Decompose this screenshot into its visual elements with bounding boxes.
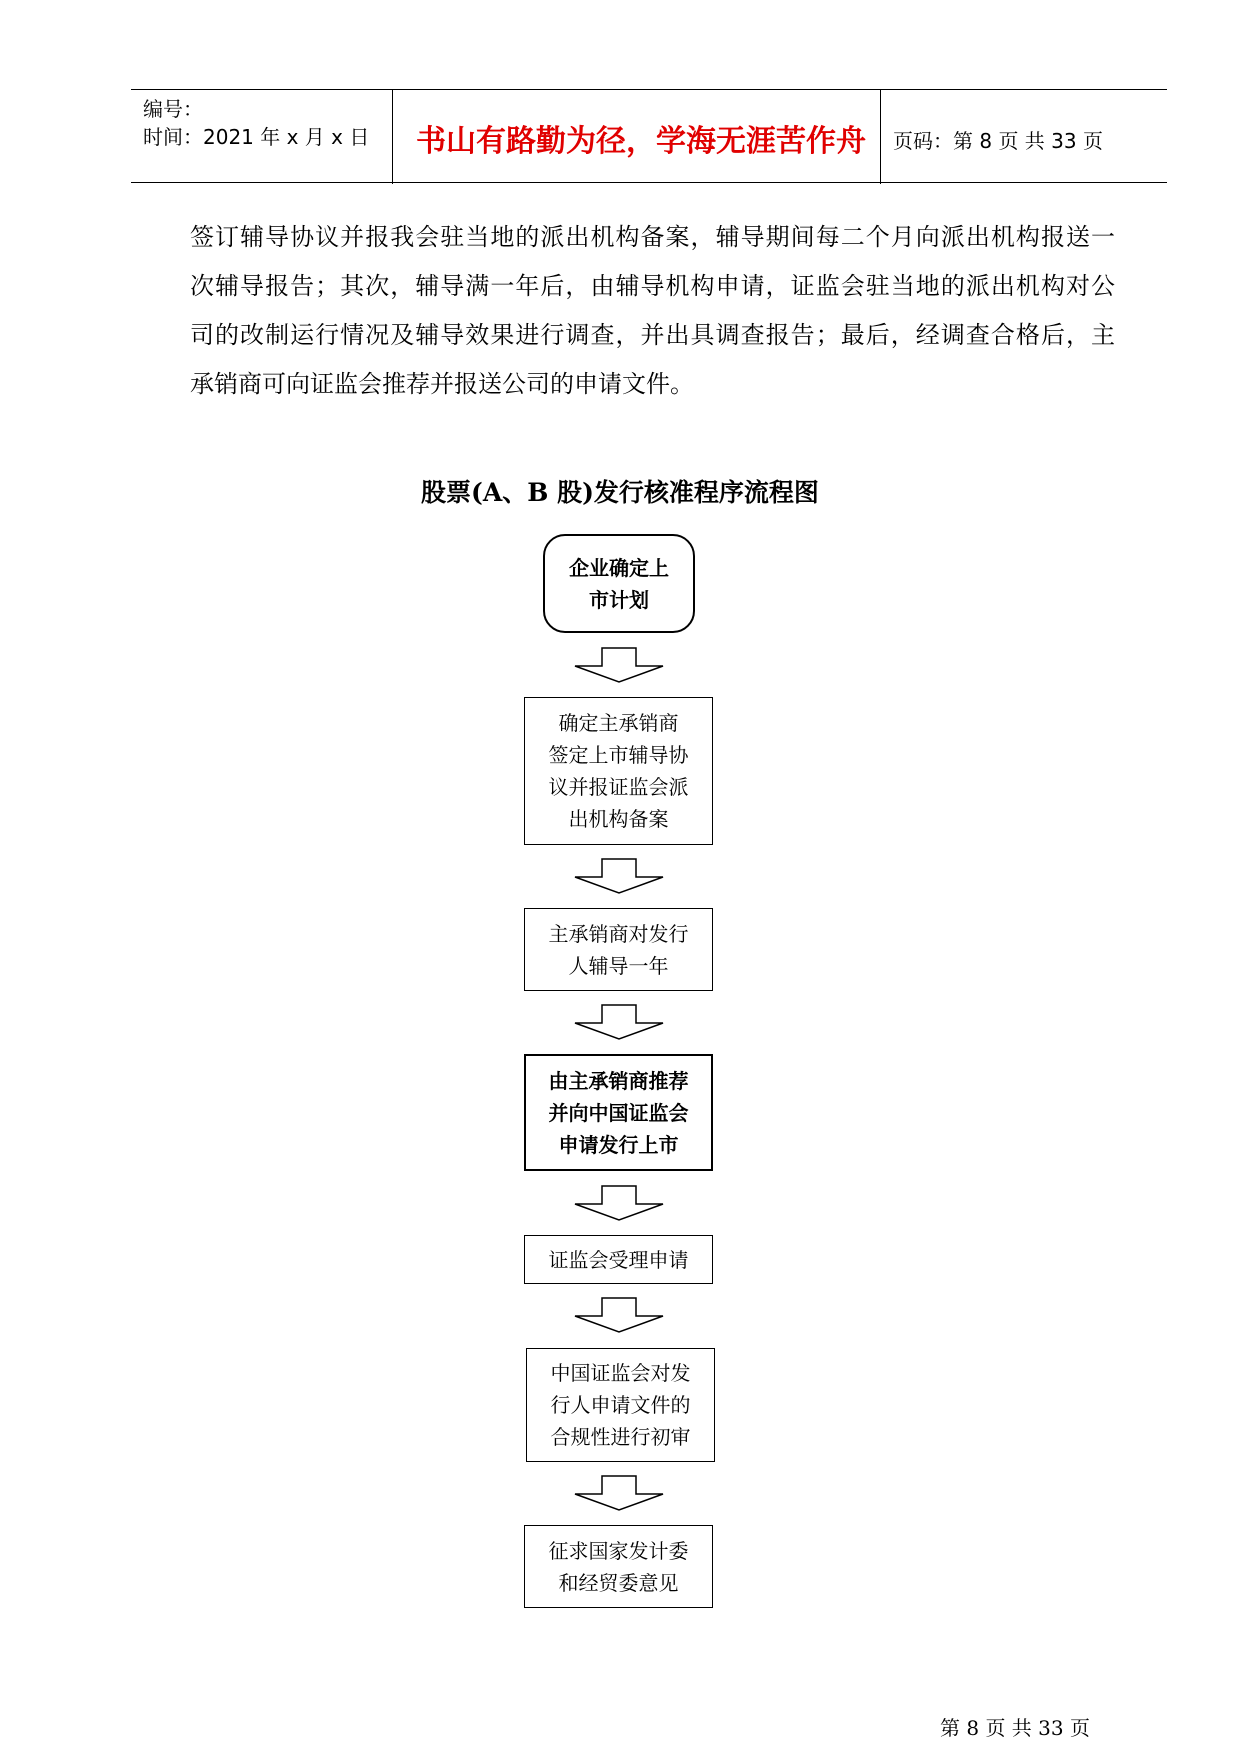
paragraph-line: 承销商可向证监会推荐并报送公司的申请文件。 [190,370,694,398]
flow-step-line: 征求国家发计委 [548,1538,689,1563]
flow-step-recommend [524,1054,713,1171]
flow-step-line: 出机构备案 [568,807,669,831]
flow-step-line: 签定上市辅导协 [548,743,689,767]
flow-arrow-down-icon [574,1004,664,1040]
flow-step-line: 并向中国证监会 [548,1100,689,1125]
flow-step-line: 和经贸委意见 [558,1570,679,1595]
flow-step-tutoring [524,908,713,991]
flow-step-line: 主承销商对发行 [548,921,689,946]
paragraph-line: 次辅导报告；其次，辅导满一年后，由辅导机构申请，证监会驻当地的派出机构对公 [190,272,1115,300]
header-divider-left [392,90,393,184]
header-top-rule [131,89,1167,90]
flow-step-line: 合规性进行初审 [550,1425,691,1449]
header-motto: 书山有路勤为径，学海无涯苦作舟 [416,124,866,159]
flow-arrow-down-icon [574,1185,664,1221]
flow-step-line: 确定主承销商 [558,711,679,735]
header-bottom-rule [131,182,1167,183]
paragraph-line: 签订辅导协议并报我会驻当地的派出机构备案，辅导期间每二个月向派出机构报送一 [190,223,1115,251]
paragraph-line: 司的改制运行情况及辅导效果进行调查，并出具调查报告；最后，经调查合格后，主 [190,321,1115,349]
flow-step-review [526,1348,715,1462]
flow-step-accept [524,1235,713,1284]
flow-step-underwriter [524,697,713,845]
flow-step-line: 议并报证监会派 [548,775,689,799]
flow-step-line: 证监会受理申请 [548,1247,689,1272]
header-time-label: 时间：2021 年 x 月 x 日 [143,125,370,149]
header-page-label: 页码：第 8 页 共 33 页 [893,129,1103,153]
header-number-label: 编号： [143,97,203,121]
flow-arrow-down-icon [574,1297,664,1333]
flow-step-line: 中国证监会对发 [550,1361,691,1385]
flow-step-line: 企业确定上 [569,555,669,580]
flow-step-line: 人辅导一年 [568,953,669,978]
flow-arrow-down-icon [574,858,664,894]
flow-step-line: 市计划 [589,587,649,612]
footer-page-number: 第 8 页 共 33 页 [940,1716,1090,1740]
flow-step-plan [543,534,695,633]
flow-step-line: 申请发行上市 [558,1132,679,1157]
flow-step-line: 行人申请文件的 [550,1393,691,1417]
flow-arrow-down-icon [574,1475,664,1511]
flowchart-title: 股票(A、B 股)发行核准程序流程图 [421,478,819,507]
body-paragraph [190,213,1115,409]
flow-arrow-down-icon [574,647,664,683]
flow-step-line: 由主承销商推荐 [548,1068,689,1093]
flow-step-consult [524,1525,713,1608]
